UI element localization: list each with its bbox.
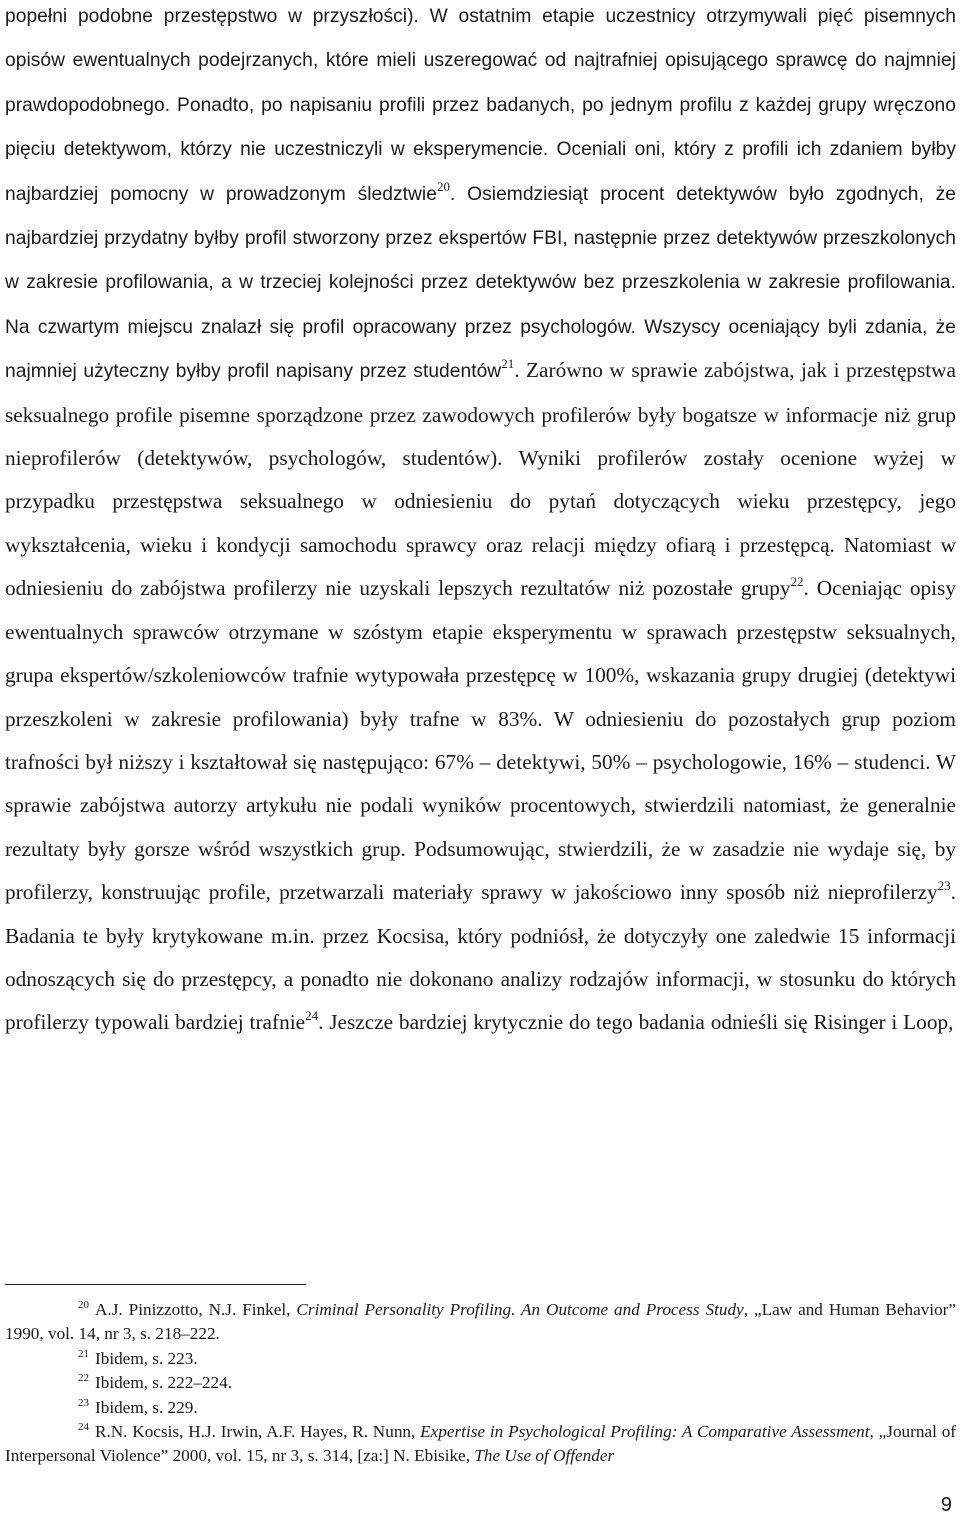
footnote-title: The Use of Offender [474,1446,615,1466]
body-text-segment: . Zarówno w sprawie zabójstwa, jak i przestępstwa seksualnego profile pisemne sporządzone przez zawodowych profilerów były bogatsze w informacje niż grup nieprofilerów (detektywów, psychologów, studentów). Wyniki profilerów zostały ocenione wyżej w przypadku przestępstwa seksualnego w odniesieniu do pytań dotyczących wieku przestępcy, jego wykształcenia, wieku i kondycji samochodu sprawcy oraz relacji między ofiarą i przestępcą. Natomiast w odniesieniu do zabójstwa profilerzy nie uzyskali lepszych rezultatów niż pozostałe grupy [5,358,956,601]
footnote-title: Criminal Personality Profiling. An Outcome and Process Study [296,1300,744,1319]
footnote-separator [5,1284,306,1285]
footnote-22 [5,1371,956,1395]
footnote-text: , „Journal of Interpersonal Violence” 2000, vol. 15, nr 3, s. 314, [za:] N. Ebisike, [5,1422,957,1466]
footnote-reference[interactable]: 20 [436,178,450,194]
body-text-segment: . Osiemdziesiąt procent detektywów było zgodnych, że najbardziej przydatny byłby profil stworzony przez ekspertów FBI, następnie przez detektywów przeszkolonych w zakresie profilowania, a w trzeciej kolejności przez detektywów bez przeszkolenia w zakresie profilowania. Na czwartym miejscu znalazł się profil opracowany przez psychologów. Wszyscy oceniający byli zdania, że najmniej użyteczny byłby profil napisany przez studentów [5,183,956,383]
footnote-text: Ibidem, s. 222–224. [95,1373,233,1393]
footnote-text: , „Law and Human Behavior” 1990, vol. 14, nr 3, s. 218–222. [5,1300,957,1344]
footnote-text: Ibidem, s. 223. [95,1348,198,1368]
footnote-reference[interactable]: 21 [501,356,515,372]
footnote-23 [5,1396,956,1420]
body-text-segment: . Oceniając opisy ewentualnych sprawców otrzymane w szóstym etapie eksperymentu w sprawach przestępstw seksualnych, grupa ekspertów/szkoleniowców trafnie wytypowała przestępcę w 100%, wskazania grupy drugiej (detektywi przeszkoleni w zakresie profilowania) były trafne w 83%. W odniesieniu do pozostałych grup poziom trafności był niższy i kształtował się następująco: 67% – detektywi, 50% – psychologowie, 16% – studenci. W sprawie zabójstwa autorzy artykułu nie podali wyników procentowych, stwierdzili natomiast, że generalnie rezultaty były gorsze wśród wszystkich grup. Podsumowując, stwierdzili, że w zasadzie nie wydaje się, by profilerzy, konstruując profile, przetwarzali materiały sprawy w jakościowo inny sposób niż nieprofilerzy [5,576,956,905]
footnote-reference[interactable]: 24 [305,1008,319,1024]
footnote-number: 24 [78,1421,89,1434]
footnote-number: 20 [78,1299,89,1311]
footnote-20 [5,1298,956,1347]
footnote-text: R.N. Kocsis, H.J. Irwin, A.F. Hayes, R. Nunn, [95,1422,421,1442]
footnote-reference[interactable]: 22 [790,574,804,590]
body-paragraph [5,0,956,1045]
footnotes-section [5,1298,956,1469]
body-text-segment: popełni podobne przestępstwo w przyszłości). W ostatnim etapie uczestnicy otrzymywali pięć pisemnych opisów ewentualnych podejrzanych, które mieli uszeregować od najtrafniej opisującego sprawcę do najmniej prawdopodobnego. Ponadto, po napisaniu profili przez badanych, po jednym profilu z każdej grupy wręczono pięciu detektywom, którzy nie uczestniczyli w eksperymencie. Oceniali oni, który z profili ich zdaniem byłby najbardziej pomocny w prowadzonym śledztwie [5,6,956,205]
footnote-reference[interactable]: 23 [937,878,951,894]
footnote-number: 21 [78,1347,89,1360]
footnote-number: 22 [78,1372,89,1385]
body-text-segment: . Jeszcze bardziej krytycznie do tego badania odnieśli się Risinger i Loop, [318,1010,954,1035]
footnote-21 [5,1347,956,1371]
body-text-segment: . Badania te były krytykowane m.in. przez Kocsisa, który podniósł, że dotyczyły one zaledwie 15 informacji odnoszących się do przestępcy, a ponadto nie dokonano analizy rodzajów informacji, w stosunku do których profilerzy typowali bardziej trafnie [5,880,956,1035]
footnote-24 [5,1420,956,1469]
footnote-text: Ibidem, s. 229. [95,1397,198,1417]
footnote-text: A.J. Pinizzotto, N.J. Finkel, [95,1300,297,1319]
page-number: 9 [940,1494,952,1516]
footnote-number: 23 [78,1396,89,1409]
footnote-title: Expertise in Psychological Profiling: A Comparative Assessment [420,1422,870,1442]
